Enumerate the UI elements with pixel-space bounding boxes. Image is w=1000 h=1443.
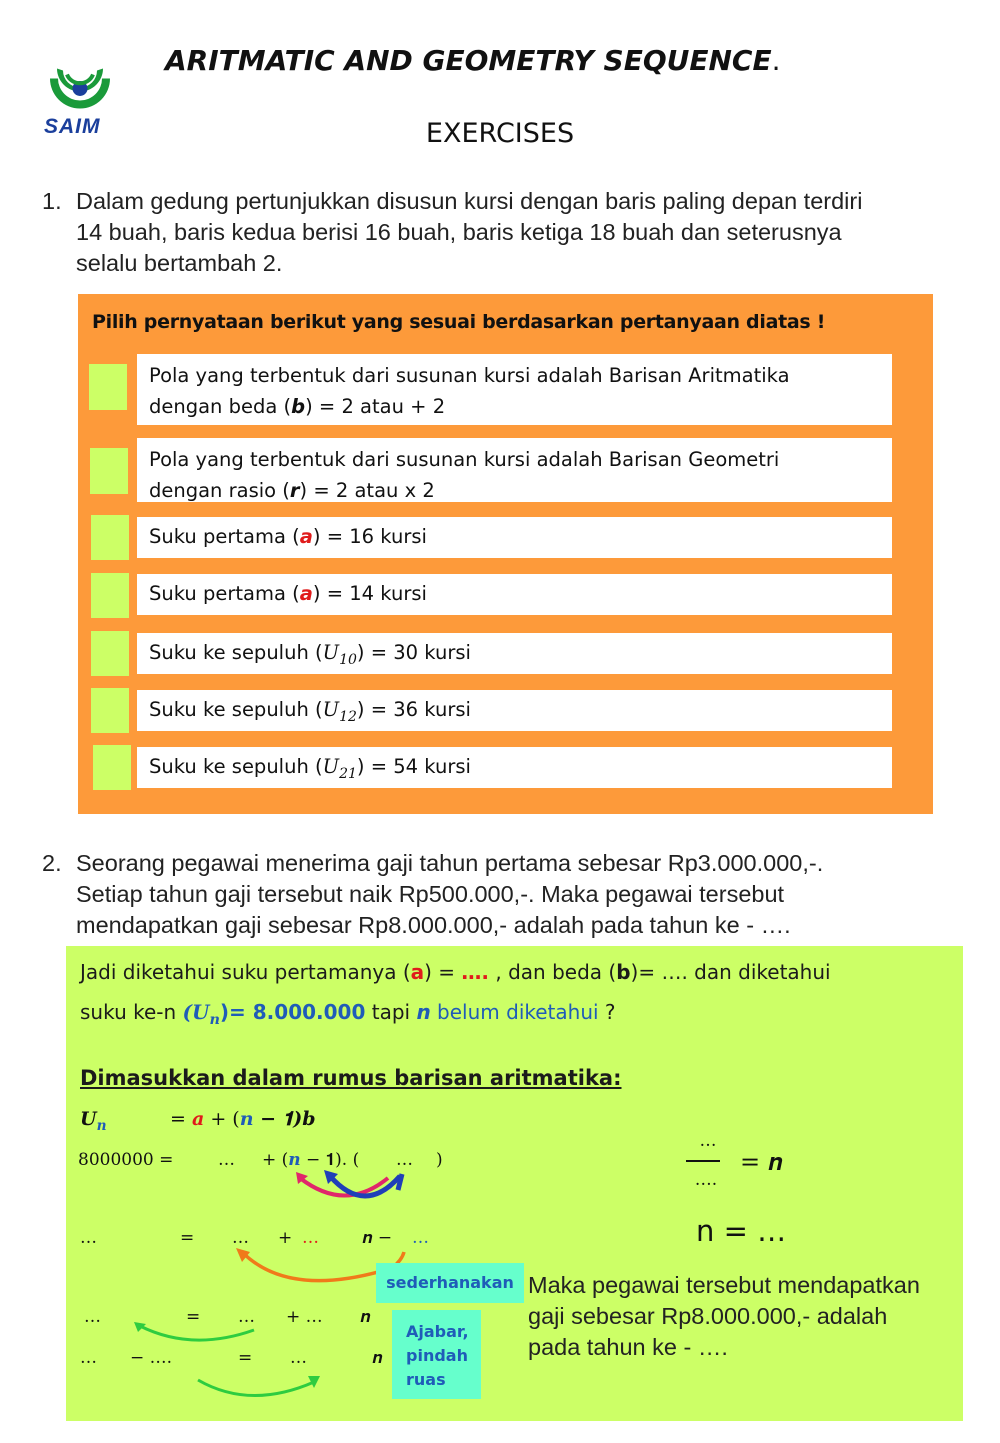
formula-rhs: = a + (n − 𝟏)𝒃 <box>170 1108 316 1130</box>
step-2-plus: + <box>278 1228 293 1248</box>
move-sides-label: Ajabar, pindah ruas <box>392 1310 481 1399</box>
green-arrow-1-icon <box>132 1318 262 1348</box>
simplify-label: sederhanakan <box>376 1263 524 1303</box>
option-2-checkbox[interactable] <box>90 448 128 494</box>
step-4-equals: = <box>238 1348 253 1368</box>
fraction-numerator[interactable]: … <box>699 1131 717 1151</box>
question-2-text: 2. Seorang pegawai menerima gaji tahun pertama sebesar Rp3.000.000,-. Setiap tahun gaji tersebut naik Rp500.000,-. Maka pegawai tersebut mendapatkan gaji sebesar Rp8.000.000,- adalah pada tahun ke - …. <box>42 850 824 938</box>
option-3-checkbox[interactable] <box>91 515 129 560</box>
step-3-blank[interactable]: … <box>238 1307 255 1327</box>
step-4-lhs[interactable]: … <box>80 1348 97 1368</box>
fraction-denominator[interactable]: …. <box>694 1170 718 1190</box>
step-1-blank-b[interactable]: … <box>396 1150 413 1170</box>
step-1-middle: + (n − 𝟏). ( <box>262 1150 360 1170</box>
fraction-equals-n: = 𝒏 <box>740 1148 783 1176</box>
option-4[interactable]: Suku pertama (a) = 14 kursi <box>137 574 892 615</box>
step-4-blank[interactable]: … <box>290 1348 307 1368</box>
formula-heading: Dimasukkan dalam rumus barisan aritmatika: <box>80 1066 622 1090</box>
step-1-blank-a[interactable]: … <box>218 1150 235 1170</box>
option-5-checkbox[interactable] <box>91 631 129 676</box>
step-2-lhs[interactable]: … <box>80 1228 97 1248</box>
step-2-blue-blank[interactable]: … <box>412 1228 429 1248</box>
green-arrow-2-icon <box>190 1370 325 1404</box>
step-2-equals: = <box>180 1228 195 1248</box>
option-4-checkbox[interactable] <box>91 573 129 618</box>
n-result[interactable]: n = … <box>696 1214 787 1248</box>
page-subtitle: EXERCISES <box>425 118 575 149</box>
step-3-n: 𝒏 <box>360 1307 371 1327</box>
step-3-plus-blank[interactable]: + … <box>286 1307 323 1327</box>
option-1-checkbox[interactable] <box>89 364 127 410</box>
fraction-bar <box>686 1160 720 1162</box>
step-1-lhs: 8000000 = <box>78 1150 174 1170</box>
formula-un: $U_n$ <box>80 1108 107 1134</box>
first-term-blank[interactable]: …. <box>461 960 490 984</box>
page-title: ARITMATIC AND GEOMETRY SEQUENCE. <box>165 44 781 77</box>
option-5[interactable]: Suku ke sepuluh $(U_{10}) = 30$ kursi <box>137 633 892 674</box>
logo-text: SAIM <box>44 115 101 138</box>
option-7[interactable]: Suku ke sepuluh $(U_{21}) = 54$ kursi <box>137 747 892 788</box>
step-3-equals: = <box>186 1307 201 1327</box>
known-values-line-1: Jadi diketahui suku pertamanya (a) = …. , dan beda (b)= …. dan diketahui <box>80 960 831 984</box>
option-2[interactable]: Pola yang terbentuk dari susunan kursi adalah Barisan Geometri dengan rasio (r) = 2 atau x 2 <box>137 438 892 502</box>
step-4-minus-blank[interactable]: − …. <box>130 1348 173 1368</box>
step-1-close: ) <box>436 1150 443 1170</box>
step-2-red-blank[interactable]: … <box>302 1228 319 1248</box>
step-3-lhs[interactable]: … <box>84 1307 101 1327</box>
step-2-blank[interactable]: … <box>232 1228 249 1248</box>
known-values-line-2: suku ke-n $(U_n)= 8.000.000$ tapi n belum diketahui ? <box>80 1000 616 1029</box>
option-3[interactable]: Suku pertama (a) = 16 kursi <box>137 517 892 558</box>
option-1[interactable]: Pola yang terbentuk dari susunan kursi adalah Barisan Aritmatika dengan beda (b) = 2 atau + 2 <box>137 354 892 425</box>
options-heading: Pilih pernyataan berikut yang sesuai berdasarkan pertanyaan diatas ! <box>92 311 826 333</box>
conclusion-text: Maka pegawai tersebut mendapatkan gaji sebesar Rp8.000.000,- adalah pada tahun ke - …. <box>528 1272 920 1360</box>
step-2-n: 𝒏 − <box>362 1228 393 1248</box>
step-4-n: 𝒏 <box>372 1348 383 1368</box>
option-7-checkbox[interactable] <box>93 745 131 790</box>
question-1-text: 1. Dalam gedung pertunjukkan disusun kursi dengan baris paling depan terdiri 14 buah, baris kedua berisi 16 buah, baris ketiga 18 buah dan seterusnya selalu bertambah 2. <box>42 188 863 276</box>
option-6-checkbox[interactable] <box>91 688 129 733</box>
option-6[interactable]: Suku ke sepuluh $(U_{12}) = 36$ kursi <box>137 690 892 731</box>
distribute-arrows-icon <box>290 1168 420 1208</box>
